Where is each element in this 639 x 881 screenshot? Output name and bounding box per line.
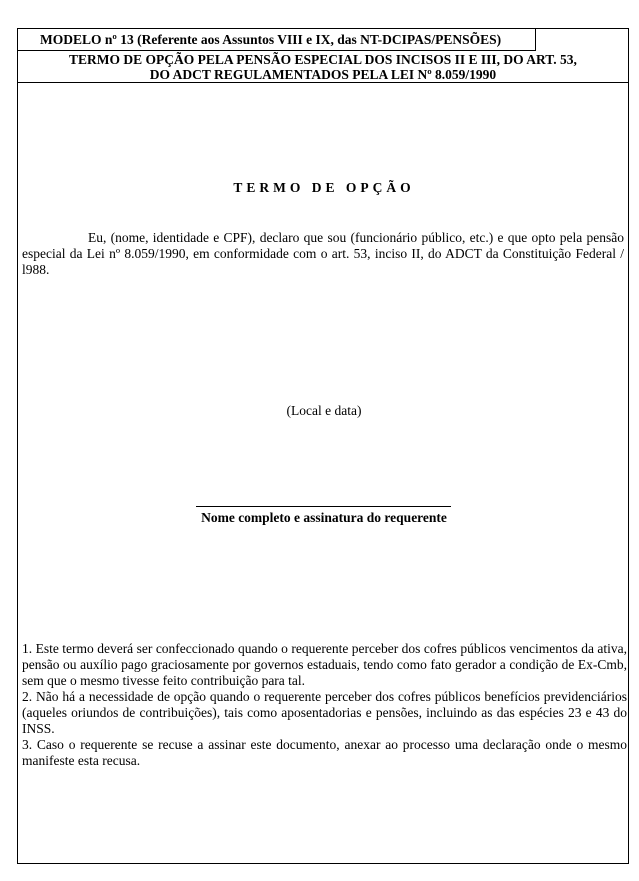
signature-label: Nome completo e assinatura do requerente [201, 510, 447, 525]
model-reference: MODELO nº 13 (Referente aos Assuntos VIII e IX, das NT-DCIPAS/PENSÕES) [18, 29, 536, 51]
declaration-text: Eu, (nome, identidade e CPF), declaro que sou (funcionário público, etc.) e que opto pela pensão especial da Lei nº 8.059/1990, em conformidade com o art. 53, inciso II, do ADCT da Constituição Federal / l988. [22, 230, 624, 277]
signature-line [196, 506, 451, 507]
place-and-date: (Local e data) [286, 403, 362, 418]
document-frame [17, 28, 629, 864]
note-item: 1. Este termo deverá ser confeccionado quando o requerente perceber dos cofres públicos vencimentos da ativa, pensão ou auxílio pago graciosamente por governos estaduais, tendo como fato gerador a condição de Ex-Cmb, sem que o mesmo tivesse feito contribuição para tal. [22, 641, 627, 688]
notes [22, 641, 627, 769]
header-title-line-2: DO ADCT REGULAMENTADOS PELA LEI Nº 8.059/1990 [149, 67, 497, 82]
header-title [18, 51, 628, 83]
note-item: 3. Caso o requerente se recuse a assinar este documento, anexar ao processo uma declaração onde o mesmo manifeste esta recusa. [22, 737, 627, 768]
header-title-line-1: TERMO DE OPÇÃO PELA PENSÃO ESPECIAL DOS INCISOS II E III, DO ART. 53, [69, 52, 577, 67]
note-item: 2. Não há a necessidade de opção quando o requerente perceber dos cofres públicos benefícios previdenciários (aqueles oriundos de contribuições), tais como aposentadorias e pensões, incluindo as das espécies 23 e 43 do INSS. [22, 689, 627, 736]
document-title: TERMO DE OPÇÃO [233, 180, 415, 195]
